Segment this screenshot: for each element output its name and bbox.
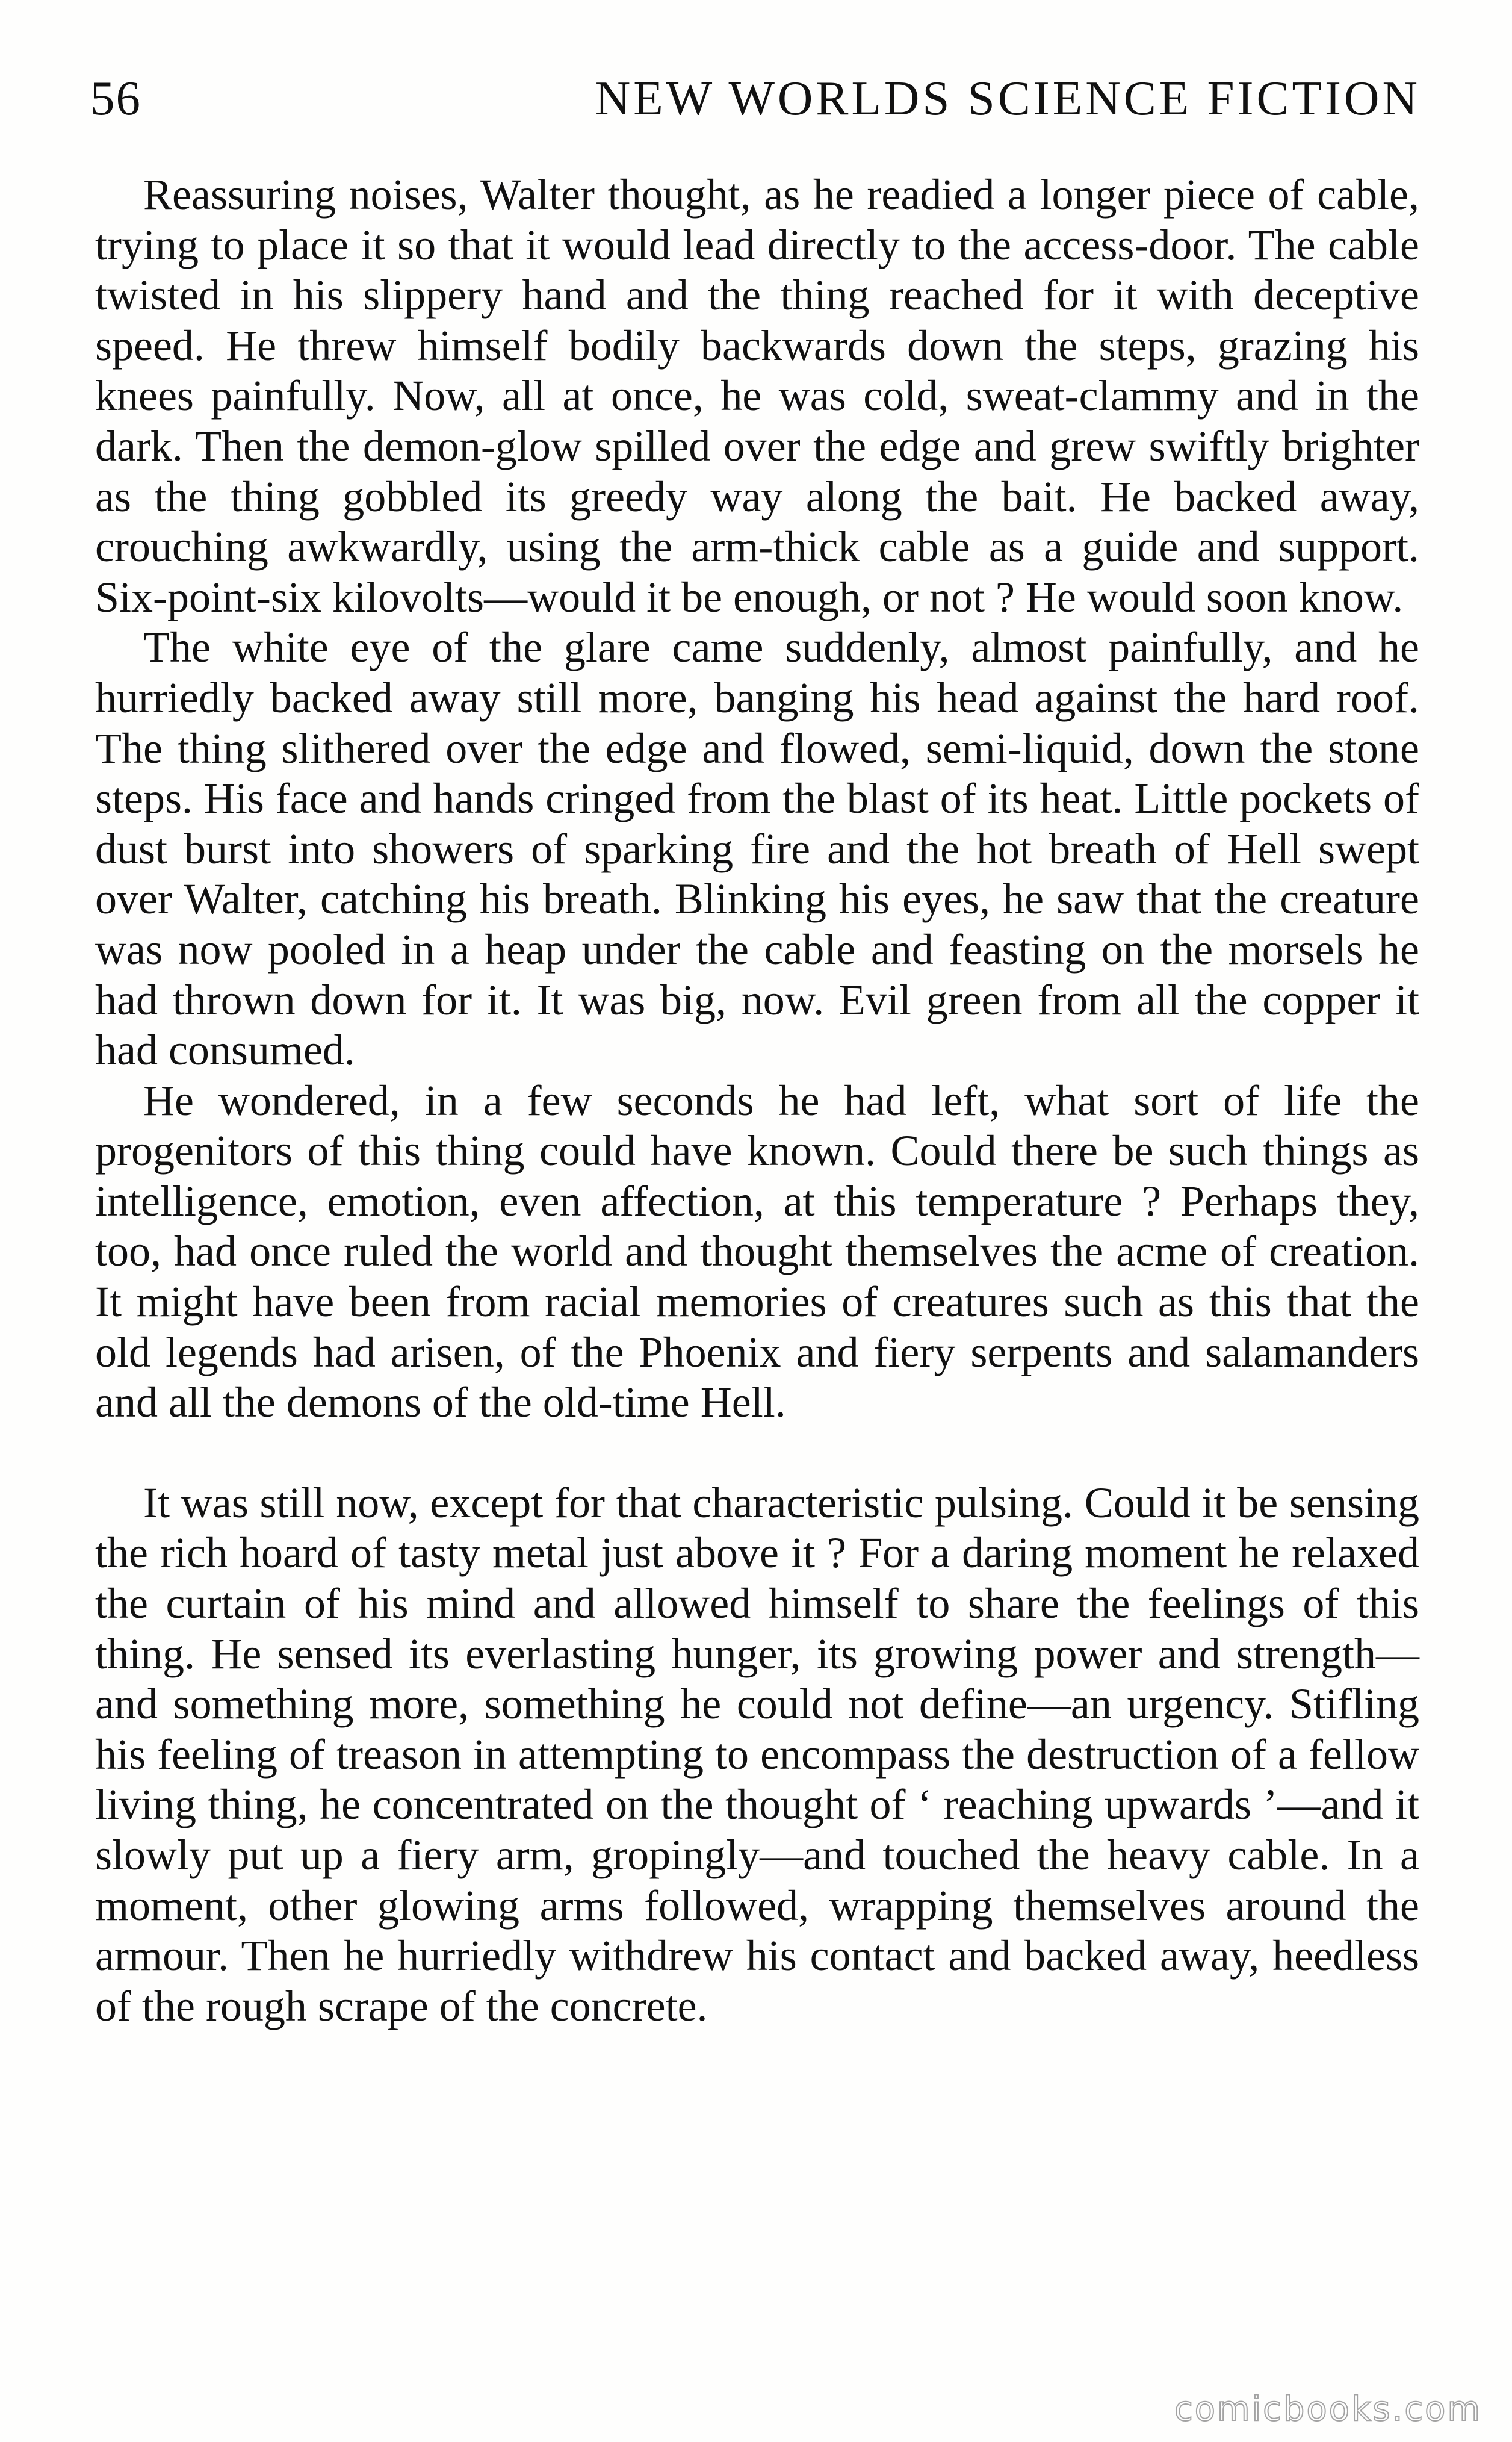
journal-title: NEW WORLDS SCIENCE FICTION [595,71,1421,125]
paragraph-1: Reassuring noises, Walter thought, as he readied a longer piece of cable, trying to place it so that it would lead directly to the access-door. The cable twisted in his slippery hand and the thing reached for it with deceptive speed. He threw himself bodily backwards down the steps, grazing his knees painfully. Now, all at once, he was cold, sweat-clammy and in the dark. Then the demon-glow spilled over the edge and grew swiftly brighter as the thing gobbled its greedy way along the bait. He backed away, crouching awkwardly, using the arm-thick cable as a guide and support. Six-point-six kilovolts—would it be enough, or not ? He would soon know. [95,170,1419,621]
watermark-logo: comicbooks.com [1174,2390,1482,2429]
story-body [95,170,1419,2031]
page-number: 56 [90,71,141,125]
paragraph-2: The white eye of the glare came suddenly, almost painfully, and he hurriedly backed away still more, banging his head against the hard roof. The thing slithered over the edge and flowed, semi-liquid, down the stone steps. His face and hands cringed from the blast of its heat. Little pockets of dust burst into showers of sparking fire and the hot breath of Hell swept over Walter, catching his breath. Blinking his eyes, he saw that the creature was now pooled in a heap under the cable and feasting on the morsels he had thrown down for it. It was big, now. Evil green from all the copper it had consumed. [95,623,1419,1075]
paragraph-3: He wondered, in a few seconds he had left, what sort of life the progenitors of this thing could have known. Could there be such things as intelligence, emotion, even affection, at this temperature ? Perhaps they, too, had once ruled the world and thought themselves the acme of creation. It might have been from racial memories of creatures such as this that the old legends had arisen, of the Phoenix and fiery serpents and salamanders and all the demons of the old-time Hell. [95,1076,1419,1427]
paragraph-4: It was still now, except for that characteristic pulsing. Could it be sensing the rich hoard of tasty metal just above it ? For a daring moment he relaxed the curtain of his mind and allowed himself to share the feelings of this thing. He sensed its everlasting hunger, its growing power and strength—and something more, something he could not define—an urgency. Stifling his feeling of treason in attempting to encompass the destruction of a fellow living thing, he concentrated on the thought of ‘ reaching upwards ’—and it slowly put up a fiery arm, gropingly—and touched the heavy cable. In a moment, other glowing arms followed, wrapping themselves around the armour. Then he hurriedly withdrew his contact and backed away, heedless of the rough scrape of the concrete. [95,1478,1419,2030]
running-head [90,65,1421,131]
